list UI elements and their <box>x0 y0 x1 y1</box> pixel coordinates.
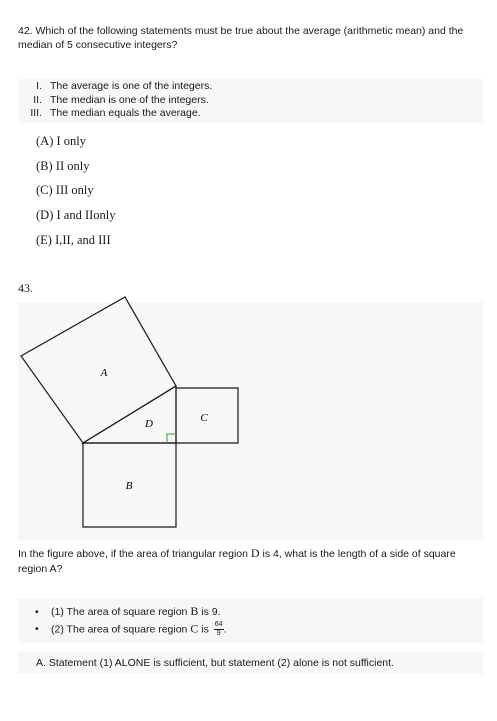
q43-statement-2 <box>35 621 226 638</box>
region-b-ref: B <box>190 604 199 618</box>
fraction-numerator: 64 <box>214 621 223 628</box>
answer-row <box>18 652 483 674</box>
region-d-ref: D <box>250 546 260 560</box>
q42-question: 42. Which of the following statements must be true about the average (arithmetic mean) and the median of 5 consecutive integers? <box>18 25 464 51</box>
choice-b[interactable]: (B) II only <box>36 159 90 173</box>
statement-numeral: I. <box>36 80 42 92</box>
choice-e[interactable]: (E) I,II, and III <box>36 233 111 247</box>
statement-numeral: II. <box>33 93 42 106</box>
bullet-icon: • <box>35 623 39 636</box>
statement-text: The median equals the average. <box>50 107 201 119</box>
region-c-ref: C <box>190 621 199 636</box>
right-angle-mark <box>167 434 176 443</box>
choice-d[interactable]: (D) I and IIonly <box>36 208 116 222</box>
q43-question <box>18 546 478 577</box>
label-d: D <box>145 418 153 430</box>
choice-c[interactable]: (C) III only <box>36 183 94 197</box>
statement-numeral: III. <box>30 107 42 119</box>
bullet-icon: • <box>35 606 39 618</box>
answer-text: A. Statement (1) ALONE is sufficient, but statement (2) alone is not sufficient. <box>36 657 394 669</box>
question-text: is 4, what is the length of a side of square region A? <box>18 548 456 575</box>
choice-a[interactable]: (A) I only <box>36 134 86 148</box>
q43-statement-list <box>18 598 483 643</box>
statement-text: The median is one of the integers. <box>50 93 209 106</box>
statement-text: . <box>223 623 227 636</box>
fraction <box>214 621 224 638</box>
triangle-d <box>83 386 176 443</box>
statement-value: 9. <box>211 606 221 618</box>
q43-number: 43. <box>18 281 33 295</box>
label-a: A <box>100 367 108 379</box>
question-text: In the figure above, if the area of triangular region <box>18 548 251 560</box>
statement-text: is <box>198 606 212 618</box>
statement-text: (2) The area of square region <box>51 623 191 636</box>
statement-text: The average is one of the integers. <box>50 80 213 92</box>
fraction-denominator: 9 <box>216 630 221 637</box>
label-c: C <box>200 412 208 424</box>
label-b: B <box>125 480 133 492</box>
statement-text: (1) The area of square region <box>51 606 191 618</box>
q43-statement-1 <box>35 604 221 619</box>
statement-text: is <box>198 623 212 636</box>
